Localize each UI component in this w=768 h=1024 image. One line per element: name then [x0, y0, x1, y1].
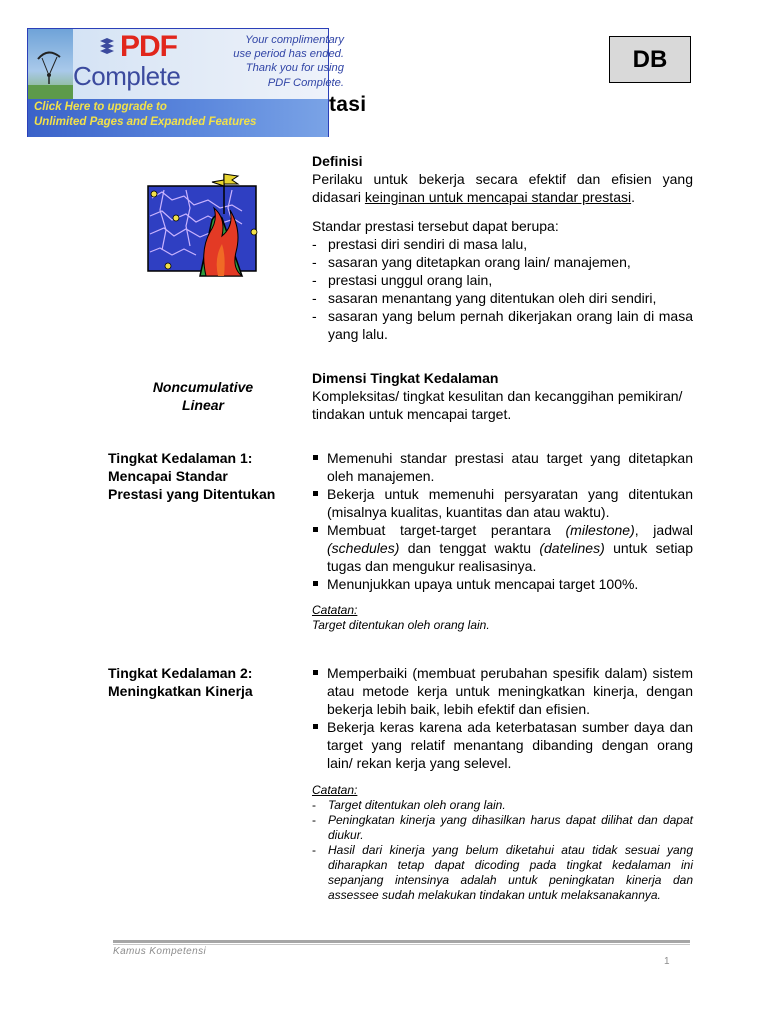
pdf-logo-text: PDF	[120, 30, 177, 63]
page-number: 1	[664, 956, 670, 967]
upgrade-link[interactable]: Click Here to upgrade to Unlimited Pages and Expanded Features	[34, 101, 257, 128]
standard-list	[312, 235, 693, 343]
list-item: Memenuhi standar prestasi atau target yang ditetapkan oleh manajemen.	[312, 449, 693, 485]
level-2-list	[312, 664, 693, 772]
list-item: Membuat target-target perantara (milestone), jadwal (schedules) dan tenggat waktu (datelines) untuk setiap tugas dan mengukur realisasinya.	[312, 521, 693, 575]
list-item: Bekerja untuk memenuhi persyaratan yang ditentukan (misalnya kualitas, kuantitas dan atau waktu).	[312, 485, 693, 521]
list-item: Menunjukkan upaya untuk mencapai target 100%.	[312, 575, 693, 593]
list-item: - prestasi diri sendiri di masa lalu,	[312, 235, 693, 253]
list-item: - sasaran menantang yang ditentukan oleh diri sendiri,	[312, 289, 693, 307]
level-1-note: Catatan: Target ditentukan oleh orang lain.	[312, 603, 490, 632]
level-1-label: Tingkat Kedalaman 1: Mencapai Standar Prestasi yang Ditentukan	[108, 450, 276, 502]
list-item: Bekerja keras karena ada keterbatasan sumber daya dan target yang relatif menantang dibanding dengan orang lain/ rekan kerja yang selevel.	[312, 718, 693, 772]
parachute-figure-icon	[28, 29, 73, 99]
complete-logo-text: Complete	[73, 61, 181, 91]
mountain-flag-illustration	[142, 170, 264, 278]
footer-title: Kamus Kompetensi	[113, 946, 207, 957]
banner-sky-image	[28, 29, 73, 99]
double-chevron-icon	[98, 37, 116, 57]
list-item: - sasaran yang ditetapkan orang lain/ manajemen,	[312, 253, 693, 271]
list-item: - Hasil dari kinerja yang belum diketahui atau tidak sesuai yang diharapkan tetap dapat dicoding pada tingkat kedalaman ini sepanjang intensinya adalah untuk peningkatan kinerja dan assessee sudah melakukan tindakan untuk melaksanakannya.	[312, 843, 693, 903]
definition-title: Definisi	[312, 153, 363, 169]
list-item: - prestasi unggul orang lain,	[312, 271, 693, 289]
dimension-text: Kompleksitas/ tingkat kesulitan dan kecanggihan pemikiran/ tindakan untuk mencapai target.	[312, 388, 683, 422]
definition-text: Perilaku untuk bekerja secara efektif dan efisien yang didasari keinginan untuk mencapai standar prestasi.	[312, 171, 693, 205]
level-2-note: Catatan: - Target ditentukan oleh orang lain. - Peningkatan kinerja yang dihasilkan harus dapat dilihat dan dapat diukur. - Hasil dari kinerja yang belum diketahui atau tidak sesuai yang diharapkan tetap dapat dicoding pada tingkat kedalaman ini sepanjang intensinya adalah untuk peningkatan kinerja dan assessee sudah melakukan tindakan untuk melaksanakannya.	[312, 783, 693, 903]
level-2-label: Tingkat Kedalaman 2: Meningkatkan Kinerja	[108, 665, 253, 699]
level-1-list	[312, 449, 693, 593]
footer-divider	[113, 940, 690, 943]
list-item: - Peningkatan kinerja yang dihasilkan harus dapat dilihat dan dapat diukur.	[312, 813, 693, 843]
list-item: - Target ditentukan oleh orang lain.	[312, 798, 693, 813]
list-item: Memperbaiki (membuat perubahan spesifik dalam) sistem atau metode kerja untuk meningkatkan kinerja, dengan bekerja lebih baik, lebih efektif dan efisien.	[312, 664, 693, 718]
trial-message: Your complimentary use period has ended. Thank you for using PDF Complete.	[233, 34, 344, 89]
competency-code-box: DB	[609, 36, 691, 83]
page-title-fragment: tasi	[329, 93, 367, 116]
pdf-complete-banner[interactable]	[27, 28, 344, 137]
footer-divider-thin	[113, 944, 690, 945]
list-item: - sasaran yang belum pernah dikerjakan orang lain di masa yang lalu.	[312, 307, 693, 343]
standard-intro: Standar prestasi tersebut dapat berupa:	[312, 218, 559, 234]
scale-type-label: Noncumulative Linear	[152, 379, 254, 413]
dimension-title: Dimensi Tingkat Kedalaman	[312, 370, 499, 386]
